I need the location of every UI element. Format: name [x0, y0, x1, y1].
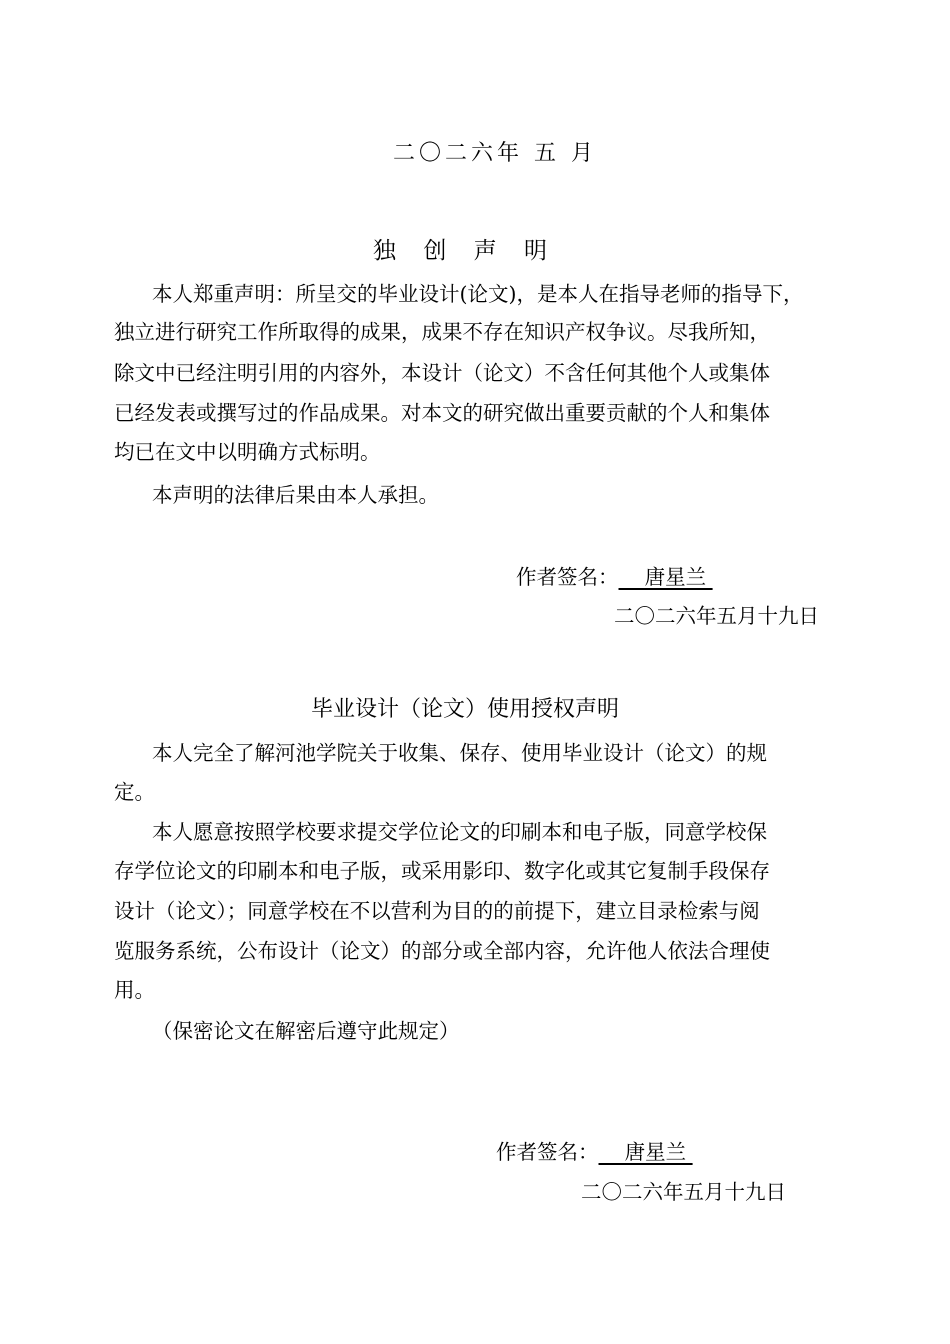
signature-name: 唐星兰: [598, 1140, 693, 1164]
authorization-title: 毕业设计（论文）使用授权声明: [310, 697, 619, 722]
originality-line: 本声明的法律后果由本人承担。: [152, 483, 439, 507]
authorization-line: （保密论文在解密后遵守此规定）: [152, 1019, 460, 1043]
authorization-line: 览服务系统，公布设计（论文）的部分或全部内容，允许他人依法合理使: [114, 939, 770, 963]
authorization-line: 定。: [114, 780, 155, 804]
originality-title: 独 创 声 明: [373, 238, 557, 264]
header-date: 二〇二六年 五 月: [393, 141, 597, 166]
signature-label: 作者签名：: [496, 1140, 599, 1164]
authorization-line: 用。: [114, 978, 155, 1002]
authorization-line: 本人完全了解河池学院关于收集、保存、使用毕业设计（论文）的规: [152, 741, 767, 765]
originality-line: 独立进行研究工作所取得的成果，成果不存在知识产权争议。尽我所知，: [114, 320, 770, 344]
originality-date: 二〇二六年五月十九日: [614, 604, 819, 628]
authorization-line: 存学位论文的印刷本和电子版，或采用影印、数字化或其它复制手段保存: [114, 859, 770, 883]
originality-signature: [516, 560, 713, 590]
authorization-signature: [496, 1135, 693, 1165]
signature-label: 作者签名：: [516, 565, 619, 589]
authorization-date: 二〇二六年五月十九日: [581, 1180, 786, 1204]
originality-line: 均已在文中以明确方式标明。: [114, 440, 381, 464]
originality-line: 已经发表或撰写过的作品成果。对本文的研究做出重要贡献的个人和集体: [114, 401, 770, 425]
originality-line: 除文中已经注明引用的内容外，本设计（论文）不含任何其他个人或集体: [114, 361, 770, 385]
signature-name: 唐星兰: [618, 565, 713, 589]
authorization-line: 设计（论文）；同意学校在不以营利为目的的前提下，建立目录检索与阅: [114, 899, 760, 923]
originality-line: 本人郑重声明：所呈交的毕业设计(论文)，是本人在指导老师的指导下，: [152, 282, 804, 306]
authorization-line: 本人愿意按照学校要求提交学位论文的印刷本和电子版，同意学校保: [152, 820, 767, 844]
